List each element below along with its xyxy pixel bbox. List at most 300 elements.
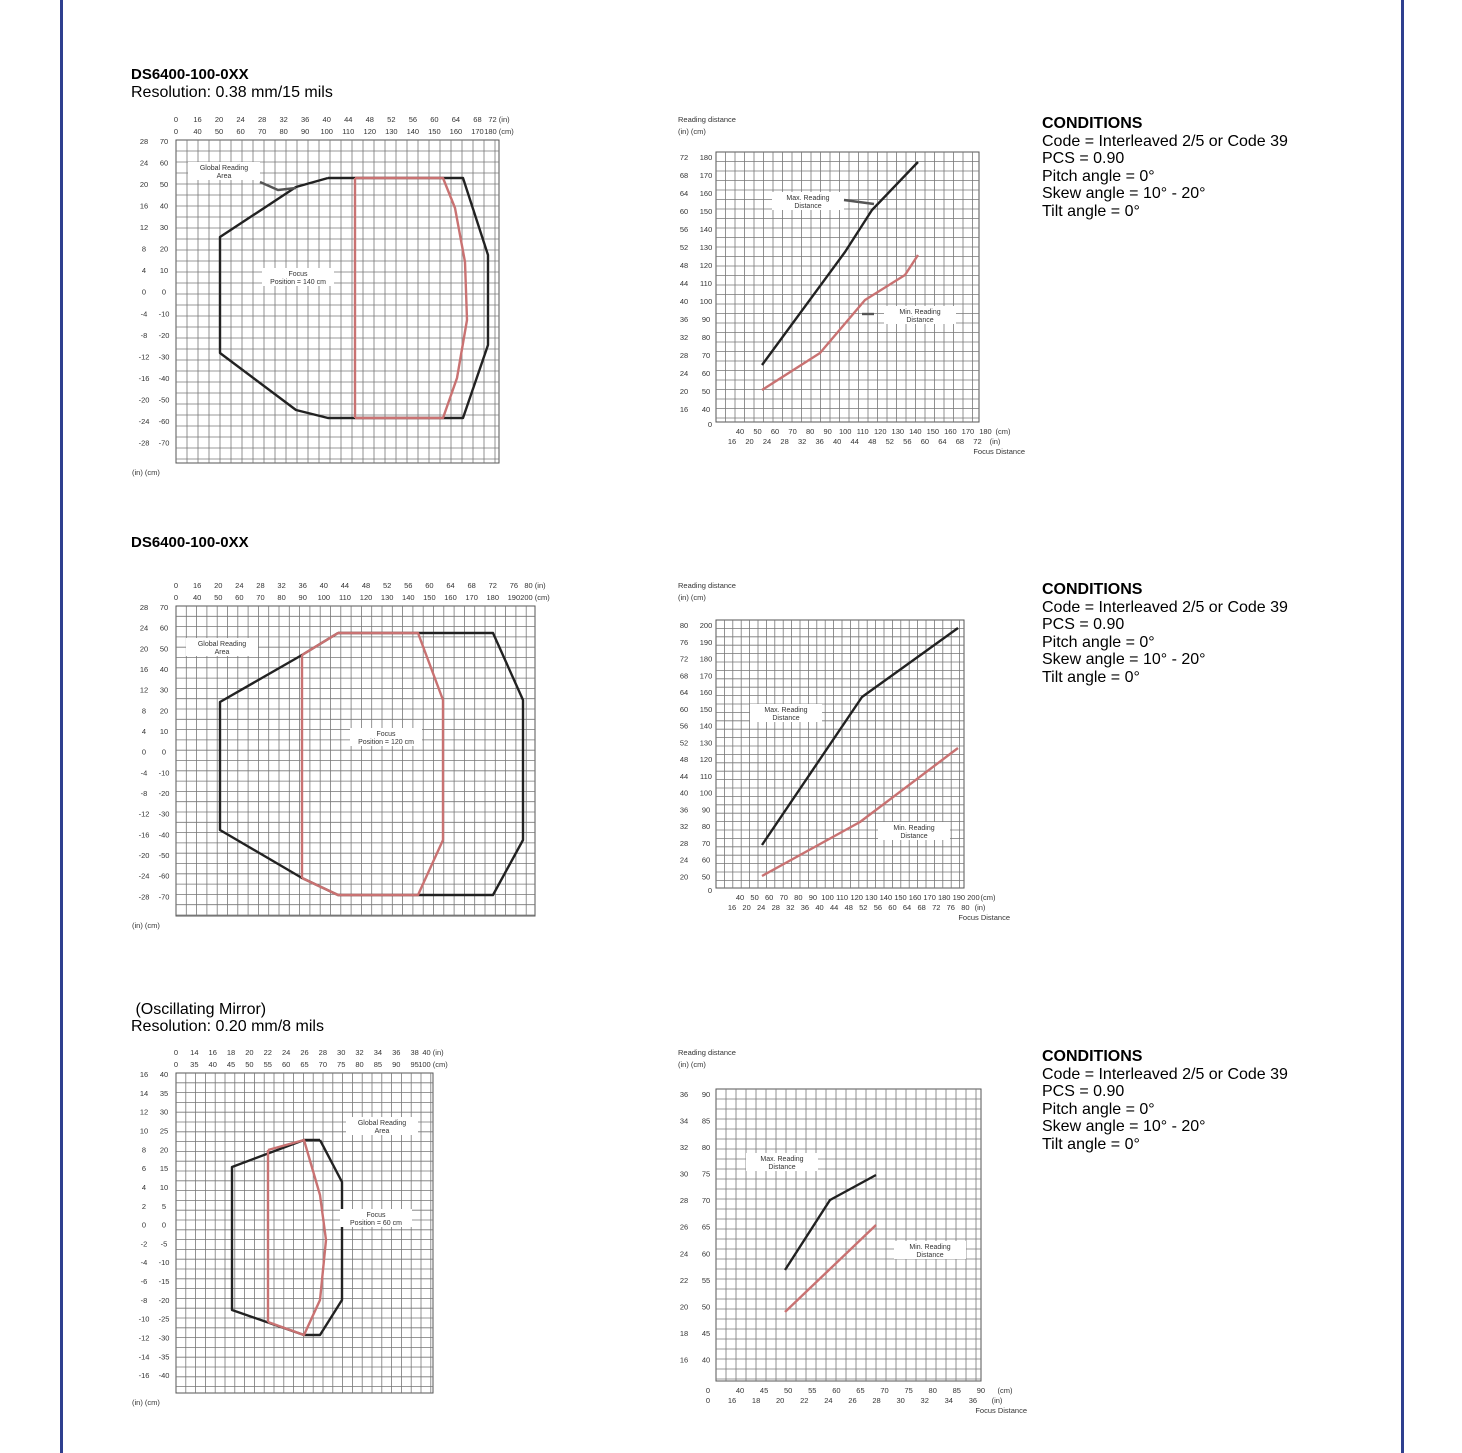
y-tick-label-cm: 200 xyxy=(699,621,713,630)
top-tick-label-in: 28 xyxy=(318,1048,328,1057)
left-tick-label-cm: -60 xyxy=(158,871,170,881)
reading-distance-chart-1 xyxy=(674,112,1025,467)
condition-line: Pitch angle = 0° xyxy=(1042,633,1155,651)
top-tick-label-in: 20 xyxy=(214,581,223,590)
left-tick-label-cm: -60 xyxy=(158,416,170,426)
x-tick-label-cm: 60 xyxy=(765,893,774,902)
top-tick-label-in: 24 xyxy=(281,1048,291,1057)
left-tick-label-cm: -15 xyxy=(158,1277,170,1287)
condition-line: PCS = 0.90 xyxy=(1042,150,1125,167)
x-tick-label-cm: 70 xyxy=(779,893,788,902)
x-tick-label-cm: 60 xyxy=(832,1386,841,1395)
left-tick-label-in: 24 xyxy=(139,623,149,633)
reading-area-chart-1 xyxy=(128,112,523,477)
y-tick-label-in: 20 xyxy=(679,872,689,882)
y-tick-label-in: 60 xyxy=(679,704,689,714)
top-tick-label-in: 56 xyxy=(404,581,413,590)
reading-area-chart-2 xyxy=(128,578,563,938)
top-tick-label-cm: 35 xyxy=(190,1060,199,1069)
top-tick-label-cm: 90 xyxy=(392,1060,401,1069)
y-tick-label-in: 40 xyxy=(679,788,689,798)
y-axis-title: Reading distance xyxy=(678,1048,736,1057)
max-reading-distance-label: Max. Reading xyxy=(786,195,830,202)
y-axis-title: Reading distance xyxy=(678,115,736,124)
condition-line: Pitch angle = 0° xyxy=(1042,167,1155,185)
x-tick-label-cm: 130 xyxy=(891,427,905,436)
y-tick-label-cm: 120 xyxy=(699,755,713,764)
top-tick-label-cm: 50 xyxy=(214,593,223,602)
y-tick-label-cm: 40 xyxy=(701,405,711,414)
y-tick-label-in: 56 xyxy=(679,721,689,731)
left-tick-label-cm: -50 xyxy=(158,851,170,860)
top-tick-label-cm: 90 xyxy=(298,593,307,602)
y-tick-label-cm: 60 xyxy=(701,1249,711,1259)
y-axis-title: Reading distance xyxy=(678,581,736,590)
x-tick-label-cm: 70 xyxy=(880,1386,889,1395)
condition-line: Tilt angle = 0° xyxy=(1042,202,1140,220)
condition-line: Pitch angle = 0° xyxy=(1042,1100,1155,1118)
y-tick-label-in: 22 xyxy=(679,1275,689,1285)
x-tick-label-cm: 120 xyxy=(850,893,863,902)
left-tick-label-cm: 30 xyxy=(159,1107,169,1117)
x-tick-label-cm: 45 xyxy=(759,1386,769,1395)
top-tick-label-cm: 120 xyxy=(359,593,373,602)
left-tick-label-cm: -70 xyxy=(158,892,170,902)
y-tick-label-in: 24 xyxy=(679,855,689,865)
x-tick-label-cm: 75 xyxy=(904,1386,913,1395)
top-tick-label-cm: 70 xyxy=(318,1060,328,1069)
y-tick-label-cm: 150 xyxy=(699,207,713,216)
left-tick-label-cm: 20 xyxy=(159,706,169,716)
top-tick-label-cm: 60 xyxy=(281,1060,291,1069)
top-tick-label-in: 52 xyxy=(383,581,392,590)
top-tick-label-cm: 40 xyxy=(208,1060,217,1069)
top-tick-label-in: 14 xyxy=(190,1048,199,1057)
left-tick-label-cm: 50 xyxy=(159,644,169,654)
y-tick-label-cm: 55 xyxy=(701,1275,711,1285)
top-tick-label-in: 0 xyxy=(173,581,179,590)
left-tick-label-in: -16 xyxy=(138,373,150,383)
y-tick-label-cm: 70 xyxy=(701,838,711,848)
top-tick-label-cm: 40 xyxy=(192,593,202,602)
global-reading-area-label: Area xyxy=(374,1128,390,1135)
x-tick-label-in: 32 xyxy=(920,1396,929,1405)
y-tick-label-cm: 80 xyxy=(701,1143,711,1153)
top-tick-label-cm: 85 xyxy=(373,1060,383,1069)
top-tick-label-in: 40 xyxy=(322,115,331,124)
top-tick-label-in: 16 xyxy=(208,1048,217,1057)
left-tick-label-cm: -20 xyxy=(158,789,170,798)
x-tick-label-in: 48 xyxy=(868,437,877,446)
top-tick-label-cm: 55 xyxy=(263,1060,272,1069)
top-tick-label-in: 44 xyxy=(344,115,353,124)
x-tick-label-cm: 50 xyxy=(753,427,762,436)
condition-line: Code = Interleaved 2/5 or Code 39 xyxy=(1042,132,1288,150)
top-tick-label-cm: 70 xyxy=(257,127,267,136)
left-tick-label-in: -6 xyxy=(140,1277,148,1287)
left-tick-label-in: 8 xyxy=(141,706,147,716)
x-tick-label-in: 44 xyxy=(829,903,839,912)
top-tick-label-cm: 180 xyxy=(486,593,500,602)
left-tick-label-cm: -35 xyxy=(158,1352,170,1362)
top-tick-label-in: 30 xyxy=(337,1048,346,1057)
left-tick-label-cm: 30 xyxy=(159,223,169,233)
x-tick-label-in: 64 xyxy=(938,437,947,446)
condition-line: PCS = 0.90 xyxy=(1042,1083,1125,1100)
top-tick-label-cm: 80 xyxy=(355,1060,364,1069)
top-tick-label-in: 32 xyxy=(279,115,288,124)
left-tick-label-cm: -40 xyxy=(158,830,170,840)
reading-area-chart-3 xyxy=(128,1045,468,1410)
left-tick-label-in: -8 xyxy=(140,330,148,340)
top-tick-label-cm: 50 xyxy=(214,127,224,136)
focus-position-label: Focus xyxy=(366,1212,386,1219)
top-tick-label-in: 72 xyxy=(488,581,497,590)
x-tick-label-in: (in) xyxy=(991,1396,1003,1405)
x-tick-label-cm: 110 xyxy=(856,427,869,436)
x-tick-label-in: 80 xyxy=(961,903,970,912)
top-tick-label-in: 40 xyxy=(319,581,328,590)
top-tick-label-cm: 180 (cm) xyxy=(484,127,514,136)
left-tick-label-in: -10 xyxy=(138,1314,150,1324)
y-tick-label-in: 64 xyxy=(679,189,689,198)
x-tick-label-cm: (cm) xyxy=(995,427,1011,436)
origin-label: 0 xyxy=(707,420,713,429)
y-tick-label-cm: 45 xyxy=(701,1328,711,1338)
x-tick-label-cm: 90 xyxy=(808,893,818,902)
left-tick-label-in: 8 xyxy=(141,244,147,254)
y-tick-label-in: 80 xyxy=(679,621,689,630)
y-tick-label-cm: 90 xyxy=(701,1090,711,1099)
x-tick-label-cm: 180 xyxy=(979,427,992,436)
x-tick-label-in: 44 xyxy=(850,437,859,446)
x-tick-label-in: 64 xyxy=(902,903,912,912)
conditions-heading: CONDITIONS xyxy=(1042,115,1143,132)
y-tick-label-in: 36 xyxy=(679,1090,689,1099)
x-tick-label-in: 36 xyxy=(800,903,810,912)
conditions-2 xyxy=(1042,581,1288,686)
left-tick-label-in: 16 xyxy=(139,201,149,211)
top-tick-label-in: 0 xyxy=(173,115,179,124)
x-tick-label-cm: 130 xyxy=(865,893,878,902)
top-tick-label-cm: 100 xyxy=(317,593,331,602)
top-tick-label-cm: 90 xyxy=(301,127,310,136)
y-tick-label-in: 72 xyxy=(679,654,689,664)
reading-distance-chart-2 xyxy=(674,578,1014,938)
x-tick-label-cm: 140 xyxy=(879,893,893,902)
y-tick-label-in: 24 xyxy=(679,1249,689,1259)
left-tick-label-cm: -40 xyxy=(158,373,170,383)
top-tick-label-cm: 200 (cm) xyxy=(520,593,550,602)
left-tick-label-in: 28 xyxy=(139,603,149,612)
top-tick-label-in: 80 (in) xyxy=(524,581,546,590)
min-reading-distance-label: Min. Reading xyxy=(899,309,941,316)
conditions-heading: CONDITIONS xyxy=(1042,581,1143,598)
x-tick-label-cm: 170 xyxy=(961,427,975,436)
top-tick-label-in: 16 xyxy=(193,115,202,124)
x-tick-label-cm: 80 xyxy=(928,1386,937,1395)
top-tick-label-cm: 95 xyxy=(410,1060,419,1069)
top-tick-label-in: 64 xyxy=(451,115,461,124)
max-reading-distance-label: Distance xyxy=(772,715,800,722)
y-tick-label-cm: 50 xyxy=(701,387,711,396)
top-tick-label-cm: 160 xyxy=(449,127,463,136)
top-tick-label-cm: 130 xyxy=(380,593,394,602)
y-tick-label-cm: 60 xyxy=(701,369,711,378)
y-tick-label-cm: 180 xyxy=(699,153,713,162)
y-tick-label-in: 44 xyxy=(679,771,689,781)
left-tick-label-in: 0 xyxy=(141,747,147,757)
top-tick-label-in: 36 xyxy=(301,115,310,124)
top-tick-label-cm: 0 xyxy=(173,593,179,602)
x-tick-label-cm: 50 xyxy=(784,1386,793,1395)
x-tick-label-in: 16 xyxy=(727,437,737,446)
left-tick-label-in: -12 xyxy=(138,809,150,819)
x-tick-label-cm: 120 xyxy=(874,427,887,436)
top-tick-label-in: 32 xyxy=(355,1048,364,1057)
focus-position-label: Position = 60 cm xyxy=(350,1220,402,1227)
section-1-title: DS6400-100-0XX xyxy=(131,66,249,83)
x-tick-label-in: 28 xyxy=(771,903,780,912)
condition-line: Tilt angle = 0° xyxy=(1042,1135,1140,1153)
top-tick-label-cm: 70 xyxy=(256,593,265,602)
top-tick-label-cm: 150 xyxy=(428,127,441,136)
y-tick-label-cm: 110 xyxy=(700,771,712,781)
condition-line: Code = Interleaved 2/5 or Code 39 xyxy=(1042,598,1288,616)
y-tick-label-in: 32 xyxy=(679,822,689,831)
x-tick-label-cm: 40 xyxy=(735,1386,745,1395)
x-tick-label-in: 32 xyxy=(786,903,795,912)
global-reading-area-label: Global Reading xyxy=(199,165,249,172)
left-tick-label-in: 0 xyxy=(141,1220,147,1230)
top-tick-label-cm: 0 xyxy=(173,1060,179,1069)
left-tick-label-cm: -20 xyxy=(158,1295,170,1305)
y-tick-label-cm: 180 xyxy=(699,654,713,664)
left-tick-label-cm: 0 xyxy=(161,1220,167,1230)
left-tick-label-cm: 40 xyxy=(159,201,169,211)
x-tick-label-cm: 200 xyxy=(967,893,980,902)
y-tick-label-in: 32 xyxy=(679,333,689,342)
min-reading-distance-label: Min. Reading xyxy=(909,1244,951,1251)
x-tick-label-cm: 140 xyxy=(909,427,922,436)
top-tick-label-in: 64 xyxy=(446,581,455,590)
y-tick-label-in: 28 xyxy=(679,351,689,360)
top-tick-label-in: 40 (in) xyxy=(422,1048,444,1057)
left-tick-label-in: -16 xyxy=(138,1371,150,1381)
top-tick-label-cm: 170 xyxy=(465,593,478,602)
y-tick-label-in: 48 xyxy=(679,261,689,270)
left-tick-label-cm: -30 xyxy=(158,1333,170,1343)
top-tick-label-cm: 120 xyxy=(363,127,377,136)
axis-units-label: (in) (cm) xyxy=(132,1398,160,1407)
x-tick-label-cm: 100 xyxy=(838,427,852,436)
grid-frame xyxy=(716,152,979,422)
left-tick-label-in: -20 xyxy=(138,395,150,405)
y-tick-label-cm: 140 xyxy=(699,225,713,234)
x-tick-label-in: 52 xyxy=(859,903,868,912)
x-tick-label-cm: 85 xyxy=(952,1386,961,1395)
x-tick-label-cm: 90 xyxy=(823,427,832,436)
x-tick-label-in: 72 xyxy=(973,437,982,446)
y-tick-label-cm: 60 xyxy=(701,855,711,865)
top-tick-label-cm: 140 xyxy=(406,127,420,136)
min-reading-distance-label: Min. Reading xyxy=(893,825,935,832)
x-tick-label-cm: 50 xyxy=(750,893,759,902)
left-tick-label-cm: 60 xyxy=(159,623,169,633)
top-tick-label-cm: 60 xyxy=(235,593,244,602)
left-tick-label-in: 20 xyxy=(139,180,149,190)
x-tick-label-cm: 80 xyxy=(805,427,815,436)
x-tick-label-cm: 80 xyxy=(794,893,803,902)
y-tick-label-cm: 75 xyxy=(701,1169,711,1179)
x-tick-label-in: 24 xyxy=(824,1396,833,1405)
left-tick-label-in: -2 xyxy=(140,1239,148,1249)
x-tick-label-in: 16 xyxy=(727,1396,737,1405)
left-tick-label-cm: -50 xyxy=(158,395,170,405)
left-tick-label-cm: 50 xyxy=(159,180,169,190)
left-tick-label-in: -4 xyxy=(140,1258,148,1268)
left-tick-label-cm: 30 xyxy=(159,685,169,695)
left-tick-label-in: 14 xyxy=(139,1088,149,1098)
x-tick-label-in: 36 xyxy=(968,1396,978,1405)
y-tick-label-in: 18 xyxy=(679,1328,689,1338)
top-tick-label-cm: 60 xyxy=(236,127,245,136)
y-tick-label-cm: 120 xyxy=(699,261,713,270)
left-tick-label-cm: -30 xyxy=(158,352,170,362)
top-tick-label-cm: 100 xyxy=(320,127,333,136)
left-tick-label-cm: 10 xyxy=(159,727,169,736)
y-tick-label-in: 36 xyxy=(679,805,689,815)
y-tick-label-cm: 80 xyxy=(701,822,711,831)
y-tick-label-in: 36 xyxy=(679,315,689,324)
y-tick-label-in: 52 xyxy=(679,738,689,748)
y-axis-units: (in) (cm) xyxy=(678,593,706,602)
left-tick-label-in: -4 xyxy=(140,768,148,778)
x-tick-label-in: 20 xyxy=(745,437,754,446)
left-tick-label-cm: 70 xyxy=(159,137,169,146)
conditions-1 xyxy=(1042,115,1288,220)
y-tick-label-in: 68 xyxy=(679,671,689,681)
y-tick-label-in: 16 xyxy=(679,405,689,414)
x-tick-label-in: 30 xyxy=(896,1396,905,1405)
x-tick-label-in: 34 xyxy=(944,1396,953,1405)
left-tick-label-cm: -30 xyxy=(158,809,170,819)
y-axis-units: (in) (cm) xyxy=(678,1060,706,1069)
left-tick-label-in: 12 xyxy=(139,1107,149,1117)
y-tick-label-cm: 170 xyxy=(699,171,713,180)
top-tick-label-in: 60 xyxy=(425,581,434,590)
global-reading-area-label: Global Reading xyxy=(197,641,247,648)
max-reading-distance-label: Distance xyxy=(794,203,822,210)
left-tick-label-in: -8 xyxy=(140,789,148,798)
left-tick-label-in: 2 xyxy=(141,1201,147,1211)
y-tick-label-in: 44 xyxy=(679,279,689,288)
y-tick-label-in: 20 xyxy=(679,387,689,396)
y-tick-label-in: 16 xyxy=(679,1355,689,1365)
y-tick-label-cm: 40 xyxy=(701,1355,711,1365)
top-tick-label-cm: 160 xyxy=(444,593,457,602)
left-tick-label-in: 10 xyxy=(139,1126,149,1136)
y-tick-label-cm: 70 xyxy=(701,351,711,360)
top-tick-label-in: 68 xyxy=(473,115,482,124)
x-tick-label-in: 76 xyxy=(946,903,955,912)
top-tick-label-in: 48 xyxy=(361,581,371,590)
y-tick-label-in: 72 xyxy=(679,153,689,162)
y-tick-label-cm: 160 xyxy=(699,688,713,697)
x-tick-label-in: 32 xyxy=(797,437,807,446)
x-tick-label-cm: 40 xyxy=(735,893,745,902)
x-tick-label-in: 22 xyxy=(800,1396,809,1405)
left-tick-label-cm: 20 xyxy=(159,244,169,254)
left-tick-label-in: -4 xyxy=(140,309,148,319)
y-tick-label-cm: 140 xyxy=(699,721,713,731)
top-tick-label-in: 72 (in) xyxy=(488,115,510,124)
top-tick-label-in: 36 xyxy=(392,1048,401,1057)
y-tick-label-cm: 90 xyxy=(701,805,711,815)
condition-line: PCS = 0.90 xyxy=(1042,616,1125,633)
y-tick-label-cm: 160 xyxy=(699,189,713,198)
left-tick-label-cm: 35 xyxy=(159,1088,169,1098)
top-tick-label-in: 20 xyxy=(245,1048,254,1057)
x-tick-label-in: 56 xyxy=(903,437,912,446)
x-tick-label-cm: (cm) xyxy=(980,893,996,902)
left-tick-label-cm: 0 xyxy=(161,287,167,297)
global-reading-area-label: Global Reading xyxy=(357,1120,407,1127)
top-tick-label-cm: 150 xyxy=(423,593,436,602)
top-tick-label-cm: 80 xyxy=(277,593,286,602)
top-tick-label-in: 48 xyxy=(365,115,374,124)
left-tick-label-cm: -10 xyxy=(158,309,170,319)
reading-distance-chart-3 xyxy=(674,1045,1027,1415)
y-tick-label-in: 68 xyxy=(679,171,689,180)
y-tick-label-cm: 90 xyxy=(701,315,711,324)
left-tick-label-cm: -10 xyxy=(158,1258,170,1268)
left-tick-label-in: -16 xyxy=(138,830,150,840)
x-tick-label-in: 72 xyxy=(932,903,941,912)
x-tick-label-in: 60 xyxy=(888,903,897,912)
left-tick-label-cm: 15 xyxy=(159,1164,169,1174)
left-tick-label-in: 0 xyxy=(141,287,147,297)
x-tick-label-in: 40 xyxy=(815,903,824,912)
left-tick-label-cm: 60 xyxy=(159,158,169,168)
left-tick-label-cm: 10 xyxy=(159,1182,169,1192)
top-tick-label-in: 76 xyxy=(509,581,519,590)
x-tick-label-in: 20 xyxy=(742,903,751,912)
x-tick-label-in: 24 xyxy=(762,437,772,446)
focus-position-label: Focus xyxy=(376,731,396,738)
x-tick-label-in: 52 xyxy=(885,437,894,446)
page-border-right xyxy=(1401,0,1404,1453)
min-reading-distance-label: Distance xyxy=(916,1252,944,1259)
top-tick-label-in: 44 xyxy=(340,581,350,590)
x-axis-title: Focus Distance xyxy=(973,447,1025,456)
top-tick-label-in: 18 xyxy=(226,1048,236,1057)
focus-position-label: Position = 120 cm xyxy=(358,739,414,746)
left-tick-label-cm: 10 xyxy=(159,266,169,276)
x-tick-label-in: 28 xyxy=(780,437,789,446)
focus-position-label: Focus xyxy=(288,271,308,278)
section-2-title: DS6400-100-0XX xyxy=(131,534,249,551)
top-tick-label-in: 56 xyxy=(408,115,418,124)
origin-label-cm: 0 xyxy=(705,1396,711,1405)
x-tick-label-cm: 90 xyxy=(976,1386,986,1395)
y-tick-label-in: 30 xyxy=(679,1169,689,1179)
y-tick-label-cm: 150 xyxy=(699,704,713,714)
y-tick-label-in: 24 xyxy=(679,369,689,378)
x-tick-label-cm: 190 xyxy=(952,893,966,902)
left-tick-label-cm: -70 xyxy=(158,438,170,448)
x-tick-label-cm: (cm) xyxy=(997,1386,1013,1395)
